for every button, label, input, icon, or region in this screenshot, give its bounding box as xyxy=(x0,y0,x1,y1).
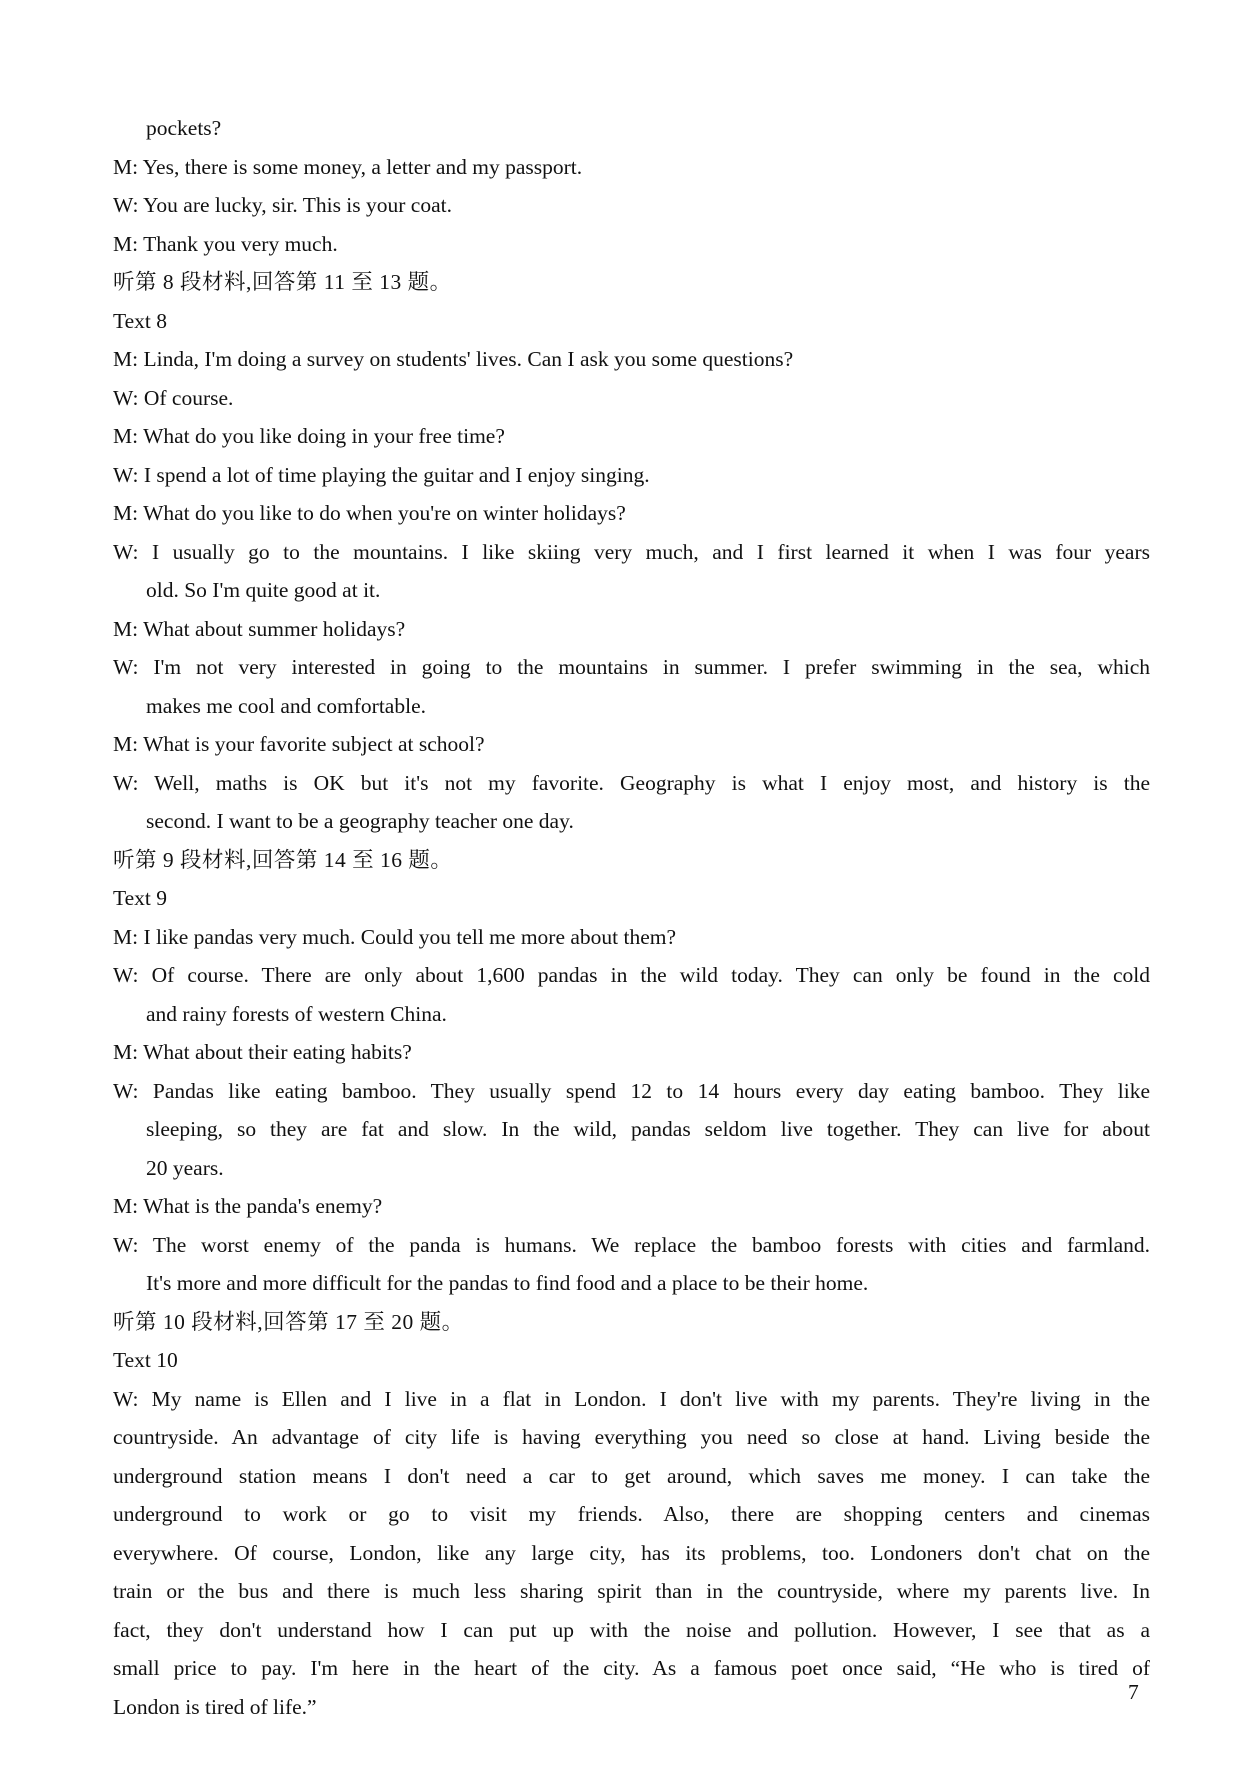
section-instruction: 听第 10 段材料,回答第 17 至 20 题。 xyxy=(113,1309,464,1334)
text-line: M: What about summer holidays? xyxy=(113,616,406,641)
text-line: and rainy forests of western China. xyxy=(146,1001,447,1026)
text-line: W: Of course. xyxy=(113,385,234,410)
text-line: W: The worst enemy of the panda is humans. We replace the bamboo forests with cities and farmland. xyxy=(113,1232,1150,1257)
text-line: M: I like pandas very much. Could you tell me more about them? xyxy=(113,924,677,949)
text-line: 20 years. xyxy=(146,1155,224,1180)
text-line: M: Yes, there is some money, a letter and my passport. xyxy=(113,154,583,179)
text-line: train or the bus and there is much less sharing spirit than in the countryside, where my parents live. In xyxy=(113,1579,1150,1603)
text-line: second. I want to be a geography teacher one day. xyxy=(146,809,574,833)
text-line: M: Thank you very much. xyxy=(113,231,338,256)
text-line: underground to work or go to visit my friends. Also, there are shopping centers and cinemas xyxy=(113,1502,1150,1526)
text-line: W: My name is Ellen and I live in a flat in London. I don't live with my parents. They're living in the xyxy=(113,1386,1150,1411)
text-line: W: Well, maths is OK but it's not my favorite. Geography is what I enjoy most, and history is the xyxy=(113,770,1150,795)
text-line: W: I'm not very interested in going to the mountains in summer. I prefer swimming in the sea, which xyxy=(113,655,1150,679)
text-line: sleeping, so they are fat and slow. In the wild, pandas seldom live together. They can live for about xyxy=(146,1117,1150,1141)
text-line: makes me cool and comfortable. xyxy=(146,693,426,718)
text-line: M: What do you like to do when you're on winter holidays? xyxy=(113,501,626,525)
text-line: M: What do you like doing in your free time? xyxy=(113,424,505,448)
text-line: M: What is the panda's enemy? xyxy=(113,1194,383,1218)
document-body xyxy=(113,109,1150,1726)
text-line: everywhere. Of course, London, like any large city, has its problems, too. Londoners don't chat on the xyxy=(113,1540,1150,1565)
text-line: old. So I'm quite good at it. xyxy=(146,578,381,602)
text-line: M: Linda, I'm doing a survey on students' lives. Can I ask you some questions? xyxy=(113,347,794,371)
text-line: M: What is your favorite subject at school? xyxy=(113,732,485,756)
text-line: countryside. An advantage of city life is having everything you need so close at hand. Living beside the xyxy=(113,1425,1150,1449)
text-line: small price to pay. I'm here in the heart of the city. As a famous poet once said, “He who is tired of xyxy=(113,1656,1150,1680)
section-instruction: 听第 9 段材料,回答第 14 至 16 题。 xyxy=(113,847,453,872)
text-line: W: Pandas like eating bamboo. They usually spend 12 to 14 hours every day eating bamboo. They like xyxy=(113,1078,1150,1103)
text-line: fact, they don't understand how I can put up with the noise and pollution. However, I see that as a xyxy=(113,1617,1150,1642)
text-line: W: Of course. There are only about 1,600 pandas in the wild today. They can only be found in the cold xyxy=(113,963,1150,987)
section-instruction: 听第 8 段材料,回答第 11 至 13 题。 xyxy=(113,270,452,294)
page-number: 7 xyxy=(1128,1680,1139,1704)
text-line: underground station means I don't need a car to get around, which saves me money. I can take the xyxy=(113,1463,1150,1488)
text-line: W: I usually go to the mountains. I like skiing very much, and I first learned it when I was four years xyxy=(113,539,1150,564)
text-line: M: What about their eating habits? xyxy=(113,1040,412,1064)
section-title: Text 8 xyxy=(113,308,168,333)
text-line: pockets? xyxy=(146,116,222,140)
text-line: W: I spend a lot of time playing the guitar and I enjoy singing. xyxy=(113,462,650,487)
text-line: It's more and more difficult for the pandas to find food and a place to be their home. xyxy=(146,1271,869,1295)
text-line: London is tired of life.” xyxy=(113,1694,317,1719)
section-title: Text 10 xyxy=(113,1348,178,1372)
section-title: Text 9 xyxy=(113,886,168,910)
text-line: W: You are lucky, sir. This is your coat. xyxy=(113,193,452,217)
